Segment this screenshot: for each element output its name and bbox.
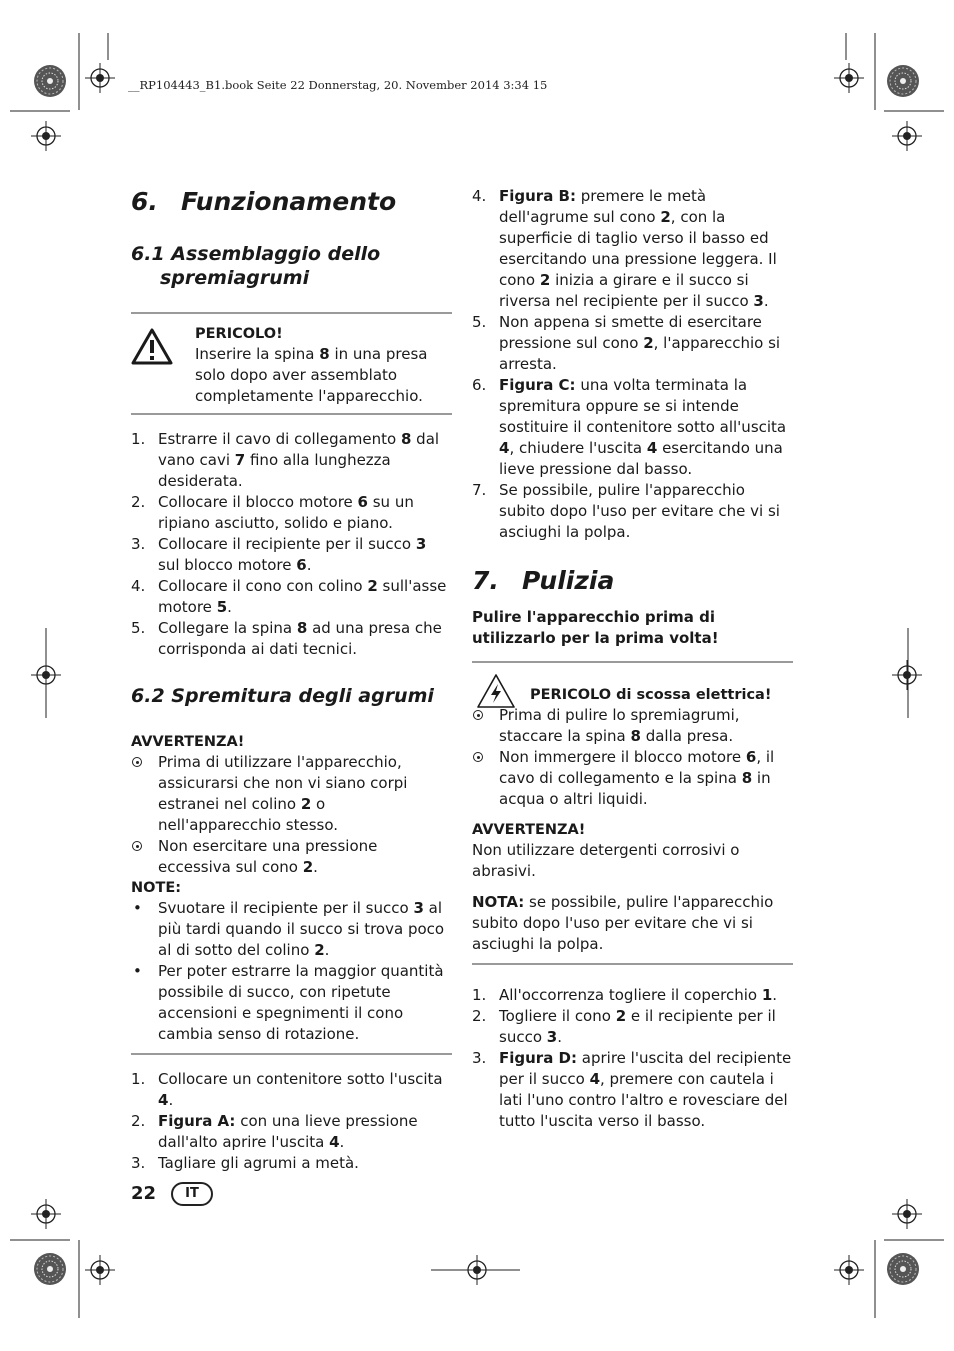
squeeze-steps-continued-list xyxy=(472,186,793,543)
list-item: • Per poter estrarre la maggior quantità possibile di succo, con ripetute accensioni e spegnimenti il cono cambia senso di rotazione. xyxy=(133,962,444,1043)
target-bullet-icon xyxy=(473,710,483,720)
color-rosette-icon xyxy=(33,64,67,98)
electric-danger-list xyxy=(472,705,793,810)
crosshair-mark-icon xyxy=(892,121,922,151)
color-rosette-icon xyxy=(33,1252,67,1286)
electric-hazard-icon xyxy=(476,673,516,709)
language-badge: IT xyxy=(171,1182,213,1206)
warning-triangle-icon xyxy=(131,328,173,365)
list-item: 2. Figura A: con una lieve pressione dall'alto aprire l'uscita 4. xyxy=(131,1112,418,1151)
list-item: 6. Figura C: una volta terminata la spremitura oppure se si intende sostituire il contenitore sotto all'uscita 4, chiudere l'uscita 4 esercitando una lieve pressione dal basso. xyxy=(472,376,787,478)
target-bullet-icon xyxy=(132,757,142,767)
page-number: 22 xyxy=(131,1183,157,1204)
list-item: 3. Figura D: aprire l'uscita del recipiente per il succo 4, premere con cautela i lati l'uno contro l'altro e rovesciare del tutto l'uscita verso il basso. xyxy=(472,1049,792,1130)
electric-danger-title: PERICOLO di scossa elettrica! xyxy=(530,687,772,703)
crosshair-mark-icon xyxy=(31,1199,61,1229)
notes-list xyxy=(131,898,452,1055)
color-rosette-icon xyxy=(886,1252,920,1286)
warning-title: AVVERTENZA! xyxy=(131,734,245,750)
list-item: 1. Estrarre il cavo di collegamento 8 dal vano cavi 7 fino alla lunghezza desiderata. xyxy=(131,430,440,490)
danger-text: Inserire la spina 8 in una presa solo dopo aver assemblato completamente l'apparecchio. xyxy=(195,345,428,405)
crosshair-mark-icon xyxy=(31,121,61,151)
list-item: 4. Collocare il cono con colino 2 sull'asse motore 5. xyxy=(131,577,447,616)
list-item: 1. All'occorrenza togliere il coperchio 1. xyxy=(472,986,778,1004)
warning-note-box xyxy=(131,728,452,1055)
cleaning-warning-title: AVVERTENZA! xyxy=(472,822,586,838)
bullet-dot-icon: • xyxy=(133,962,142,980)
list-item: 4. Figura B: premere le metà dell'agrume sul cono 2, con la superficie di taglio verso il basso ed esercitando una pressione leggera. Il cono 2 inizia a girare e il succo si riversa nel recipiente per il succo 3. xyxy=(472,187,777,310)
warning-list xyxy=(131,752,452,878)
cleaning-intro: Pulire l'apparecchio prima di utilizzarlo per la prima volta! xyxy=(472,608,719,647)
list-item: 1. Collocare un contenitore sotto l'uscita 4. xyxy=(131,1070,443,1109)
list-item: 2. Togliere il cono 2 e il recipiente per il succo 3. xyxy=(472,1007,776,1046)
list-item: 3. Collocare il recipiente per il succo 3 sul blocco motore 6. xyxy=(131,535,427,574)
electric-danger-box xyxy=(472,661,793,971)
section-7-heading: 7. Pulizia xyxy=(472,566,615,595)
list-item: 7. Se possibile, pulire l'apparecchio subito dopo l'uso per evitare che vi si asciughi la polpa. xyxy=(472,481,780,541)
danger-title: PERICOLO! xyxy=(195,326,283,342)
crosshair-mark-icon xyxy=(31,660,61,690)
list-item: Prima di utilizzare l'apparecchio, assicurarsi che non vi siano corpi estranei nel colino 2 o nell'apparecchio stesso. xyxy=(131,752,452,836)
danger-box xyxy=(131,312,452,415)
crosshair-mark-icon xyxy=(85,1255,115,1285)
cleaning-note: NOTA: se possibile, pulire l'apparecchio subito dopo l'uso per evitare che vi si asciughi la polpa. xyxy=(472,892,793,965)
crosshair-mark-icon xyxy=(462,1255,492,1285)
list-item: • Svuotare il recipiente per il succo 3 al più tardi quando il succo si trova poco al di sotto del colino 2. xyxy=(133,899,445,959)
right-column xyxy=(472,186,793,1132)
crosshair-mark-icon xyxy=(892,660,922,690)
cleaning-warning-text: Non utilizzare detergenti corrosivi o abrasivi. xyxy=(472,841,740,880)
crosshair-mark-icon xyxy=(85,63,115,93)
list-item: 2. Collocare il blocco motore 6 su un ripiano asciutto, solido e piano. xyxy=(131,493,414,532)
file-info-header: __RP104443_B1.book Seite 22 Donnerstag, 20. November 2014 3:34 15 xyxy=(128,78,548,92)
bullet-dot-icon: • xyxy=(133,899,142,917)
assembly-steps-list xyxy=(131,429,452,660)
crosshair-mark-icon xyxy=(834,1255,864,1285)
list-item: Prima di pulire lo spremiagrumi, staccare la spina 8 dalla presa. xyxy=(472,705,793,747)
left-column xyxy=(131,180,452,1174)
target-bullet-icon xyxy=(473,752,483,762)
cleaning-steps-list xyxy=(472,985,793,1132)
list-item: 5. Collegare la spina 8 ad una presa che corrisponda ai dati tecnici. xyxy=(131,619,442,658)
crosshair-mark-icon xyxy=(892,1199,922,1229)
crosshair-mark-icon xyxy=(834,63,864,93)
notes-title: NOTE: xyxy=(131,880,182,896)
list-item: Non esercitare una pressione eccessiva sul cono 2. xyxy=(131,836,452,878)
list-item: Non immergere il blocco motore 6, il cavo di collegamento e la spina 8 in acqua o altri liquidi. xyxy=(472,747,793,810)
subsection-6-2-heading: 6.2 Spremitura degli agrumi xyxy=(131,685,434,707)
list-item: 3. Tagliare gli agrumi a metà. xyxy=(131,1154,359,1172)
target-bullet-icon xyxy=(132,841,142,851)
section-6-heading: 6. Funzionamento xyxy=(131,187,397,216)
list-item: 5. Non appena si smette di esercitare pressione sul cono 2, l'apparecchio si arresta. xyxy=(472,313,781,373)
color-rosette-icon xyxy=(886,64,920,98)
subsection-6-1-heading: 6.1 Assemblaggio dello spremiagrumi xyxy=(131,243,381,289)
squeeze-steps-list xyxy=(131,1069,452,1174)
